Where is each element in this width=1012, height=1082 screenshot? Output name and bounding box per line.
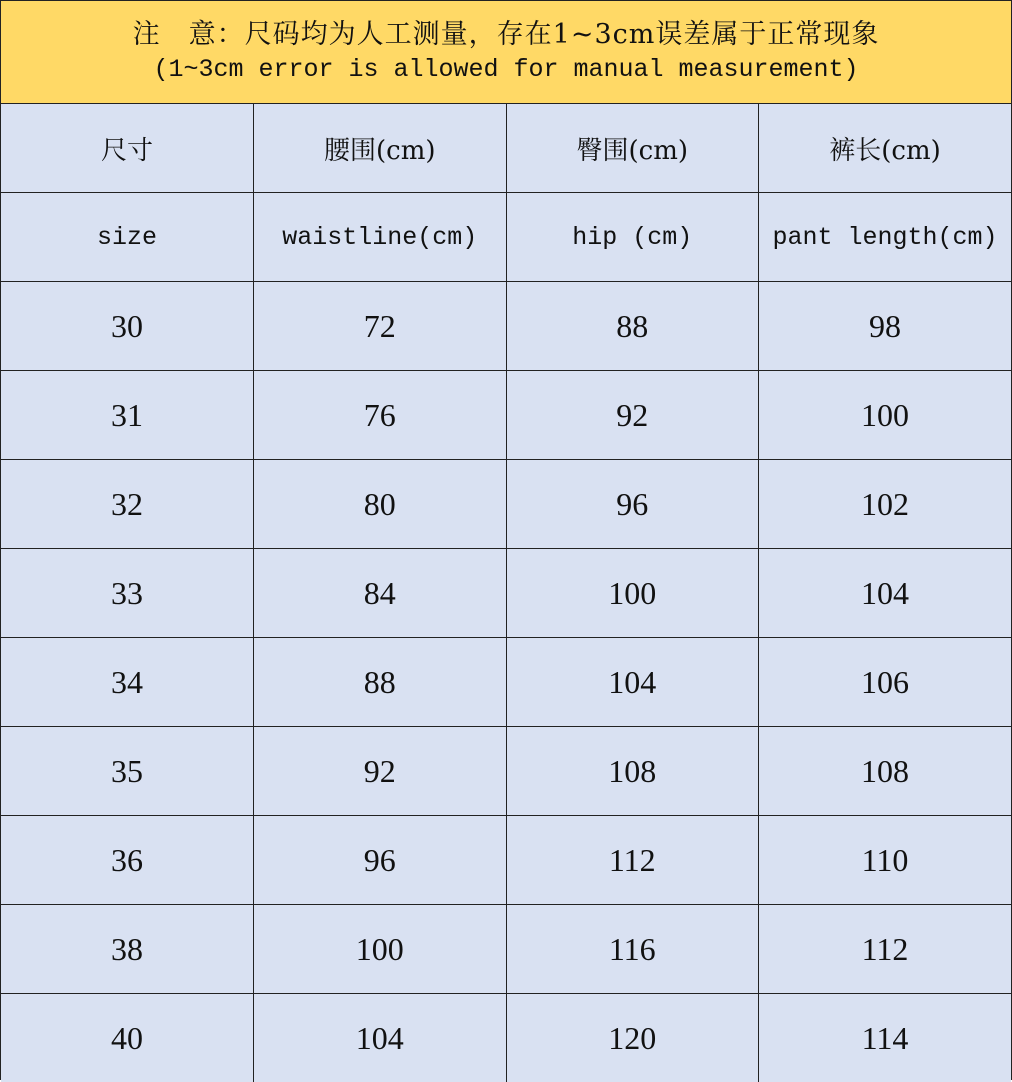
waist-cell: 92 — [254, 727, 507, 816]
header-row-english — [1, 193, 1011, 282]
size-cell: 34 — [1, 638, 254, 727]
waist-cell: 84 — [254, 549, 507, 638]
hip-cell: 100 — [506, 549, 759, 638]
size-table — [1, 104, 1011, 1082]
hip-cell: 116 — [506, 905, 759, 994]
notice-chinese: 注 意：尺码均为人工测量，存在1~3cm误差属于正常现象 — [133, 17, 880, 53]
hip-cell: 120 — [506, 994, 759, 1082]
hip-cell: 88 — [506, 282, 759, 371]
length-cell: 104 — [759, 549, 1012, 638]
length-cell: 100 — [759, 371, 1012, 460]
size-cell: 31 — [1, 371, 254, 460]
length-cell: 102 — [759, 460, 1012, 549]
header-cell: pant length(cm) — [759, 193, 1012, 282]
size-cell: 32 — [1, 460, 254, 549]
table-row — [1, 816, 1011, 905]
header-cell: 臀围(cm) — [506, 104, 759, 193]
header-cell: 尺寸 — [1, 104, 254, 193]
table-row — [1, 905, 1011, 994]
notice-english: (1~3cm error is allowed for manual measurement) — [153, 53, 858, 87]
size-cell: 35 — [1, 727, 254, 816]
length-cell: 108 — [759, 727, 1012, 816]
hip-cell: 112 — [506, 816, 759, 905]
header-cell: 裤长(cm) — [759, 104, 1012, 193]
header-row-chinese — [1, 104, 1011, 193]
waist-cell: 104 — [254, 994, 507, 1082]
header-cell: 腰围(cm) — [254, 104, 507, 193]
size-cell: 30 — [1, 282, 254, 371]
table-row — [1, 282, 1011, 371]
table-row — [1, 727, 1011, 816]
size-cell: 33 — [1, 549, 254, 638]
length-cell: 98 — [759, 282, 1012, 371]
measurement-notice — [1, 1, 1011, 104]
size-cell: 38 — [1, 905, 254, 994]
table-row — [1, 638, 1011, 727]
length-cell: 112 — [759, 905, 1012, 994]
table-row — [1, 549, 1011, 638]
table-row — [1, 460, 1011, 549]
waist-cell: 96 — [254, 816, 507, 905]
waist-cell: 88 — [254, 638, 507, 727]
hip-cell: 104 — [506, 638, 759, 727]
size-cell: 36 — [1, 816, 254, 905]
length-cell: 110 — [759, 816, 1012, 905]
size-cell: 40 — [1, 994, 254, 1082]
table-row — [1, 994, 1011, 1082]
length-cell: 114 — [759, 994, 1012, 1082]
waist-cell: 76 — [254, 371, 507, 460]
waist-cell: 72 — [254, 282, 507, 371]
header-cell: size — [1, 193, 254, 282]
header-cell: waistline(cm) — [254, 193, 507, 282]
header-cell: hip (cm) — [506, 193, 759, 282]
waist-cell: 100 — [254, 905, 507, 994]
hip-cell: 108 — [506, 727, 759, 816]
hip-cell: 92 — [506, 371, 759, 460]
table-row — [1, 371, 1011, 460]
waist-cell: 80 — [254, 460, 507, 549]
hip-cell: 96 — [506, 460, 759, 549]
length-cell: 106 — [759, 638, 1012, 727]
